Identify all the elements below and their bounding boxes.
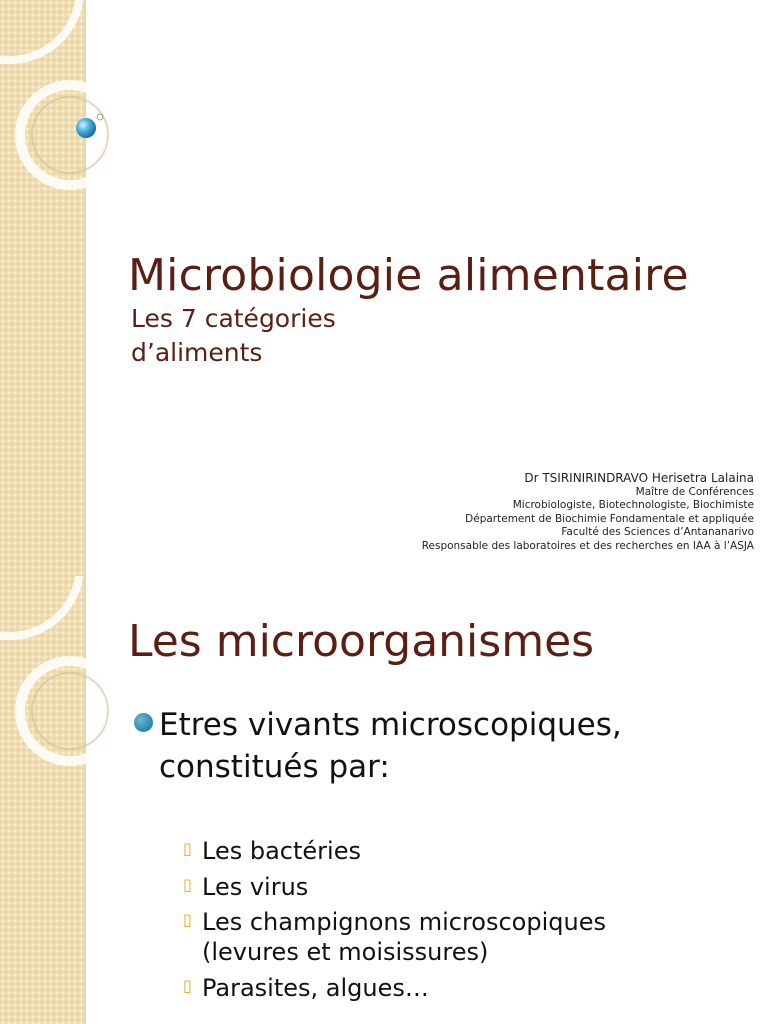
deco-ring-middle [20,661,120,761]
list-item [183,973,743,1003]
main-bullet-line-1: Etres vivants microscopiques, [159,707,622,743]
subtitle-line-2: d’aliments [131,338,263,367]
list-item-text: Les virus [202,872,309,901]
subtitle-line-1: Les 7 catégories [131,304,336,333]
deco-ring-top [0,576,80,636]
slide-title: Les microorganismes [128,616,595,667]
deco-ring-inner [32,673,108,749]
open-square-bullet-icon: ▯ [183,839,192,858]
open-square-bullet-icon: ▯ [183,874,192,894]
content-slide [0,576,768,1024]
list-item [183,872,743,902]
author-block [422,472,754,554]
sub-bullet-list [183,836,743,1008]
list-item-text: Les bactéries [202,837,361,865]
decorative-rings [0,576,120,776]
slide-title: Microbiologie alimentaire [128,250,689,301]
author-name: Dr TSIRINIRINDRAVO Herisetra Lalaina [524,471,754,485]
list-item-text: Les champignons microscopiques [202,908,606,936]
main-bullet-line-2: constitués par: [159,749,390,785]
orb-icon [74,112,106,144]
open-square-bullet-icon: ▯ [183,910,192,929]
author-line: Faculté des Sciences d’Antananarivo [561,526,754,539]
list-item-text: Parasites, algues… [202,973,429,1002]
slide-subtitle [131,302,431,370]
list-item [183,907,743,937]
deco-ring-top [0,0,80,60]
orb-bullet-icon [134,713,153,732]
list-item [183,836,743,866]
author-line: Responsable des laboratoires et des recherches en IAA à l’ASJA [421,539,754,552]
main-bullet [134,704,754,788]
open-square-bullet-icon: ▯ [183,975,192,995]
author-line: Microbiologiste, Biotechnologiste, Biochimiste [512,499,754,512]
author-line: Maître de Conférences [635,485,754,498]
list-item-continuation [183,937,743,967]
author-line: Département de Biochimie Fondamentale et appliquée [465,512,754,525]
decorative-rings [0,0,120,200]
list-item-text: (levures et moisissures) [202,938,489,966]
